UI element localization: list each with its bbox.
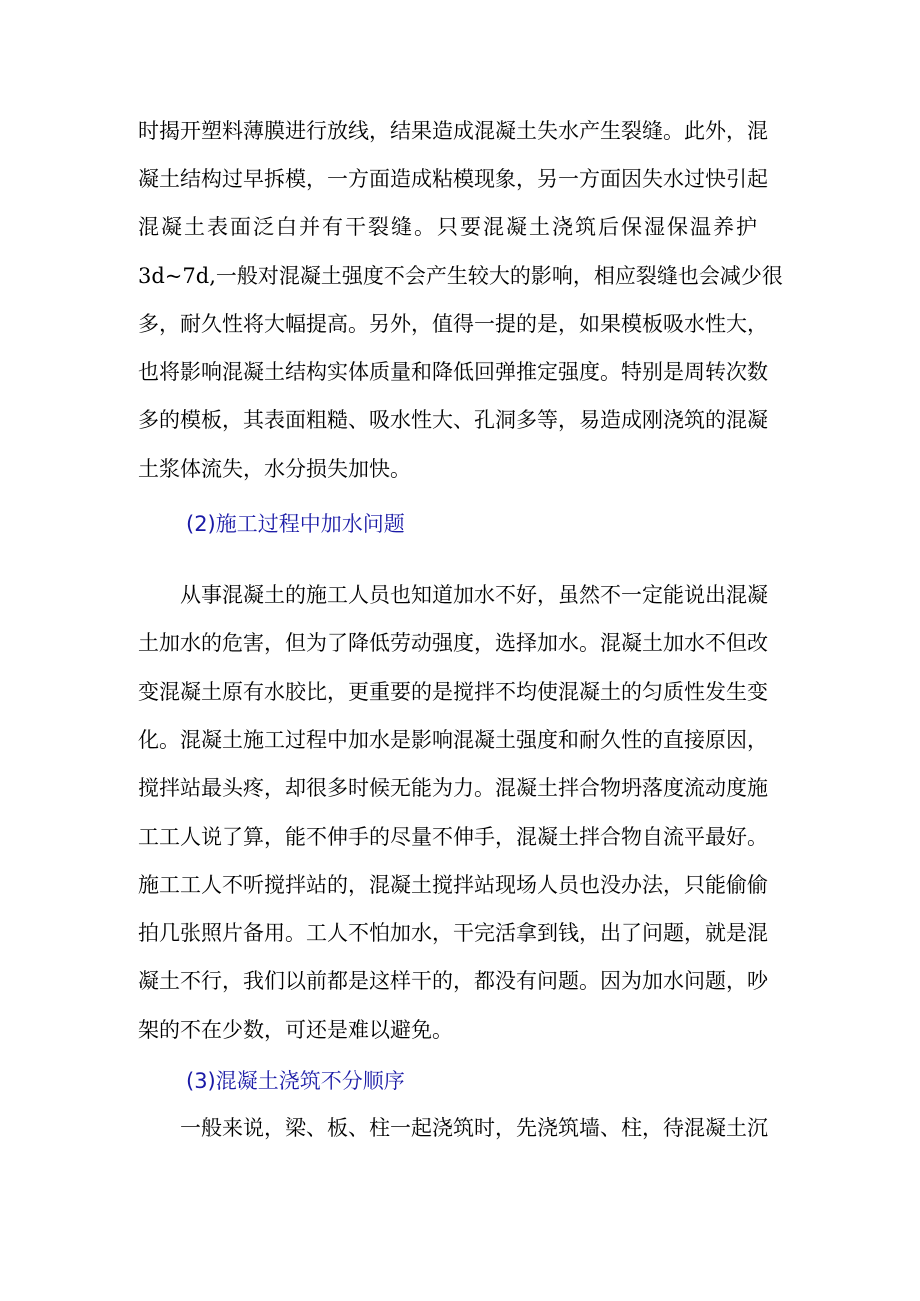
text-line: 变混凝土原有水胶比，更重要的是搅拌不均使混凝土的匀质性发生变	[138, 680, 768, 704]
text-line: 一般来说，梁、板、柱一起浇筑时，先浇筑墙、柱，待混凝土沉	[180, 1116, 768, 1140]
text-line: 工工人说了算，能不伸手的尽量不伸手，混凝土拌合物自流平最好。	[138, 825, 768, 849]
text-line: 时揭开塑料薄膜进行放线，结果造成混凝土失水产生裂缝。此外，混	[138, 119, 768, 143]
text-line: 混凝土表面泛白并有干裂缝。只要混凝土浇筑后保湿保温养护	[138, 215, 759, 239]
text-line: 凝土结构过早拆模，一方面造成粘模现象，另一方面因失水过快引起	[138, 167, 768, 191]
text-line: 凝土不行，我们以前都是这样干的，都没有问题。因为加水问题，吵	[138, 969, 768, 993]
text-line: 土加水的危害，但为了降低劳动强度，选择加水。混凝土加水不但改	[138, 631, 768, 655]
text-line: 多，耐久性将大幅提高。另外，值得一提的是，如果模板吸水性大，	[138, 312, 768, 336]
text-line: 多的模板，其表面粗糙、吸水性大、孔洞多等，易造成刚浇筑的混凝	[138, 408, 768, 432]
text-line: 架的不在少数，可还是难以避免。	[138, 1018, 453, 1042]
text-line: 拍几张照片备用。工人不怕加水，干完活拿到钱，出了问题，就是混	[138, 921, 768, 945]
text-line: 从事混凝土的施工人员也知道加水不好，虽然不一定能说出混凝	[180, 583, 768, 607]
text-line: 土浆体流失，水分损失加快。	[138, 457, 411, 481]
section-heading: (2)施工过程中加水问题	[186, 512, 405, 536]
text-line: 化。混凝土施工过程中加水是影响混凝土强度和耐久性的直接原因，	[138, 728, 768, 752]
text-line: 搅拌站最头疼，却很多时候无能为力。混凝土拌合物坍落度流动度施	[138, 776, 768, 800]
text-line: 也将影响混凝土结构实体质量和降低回弹推定强度。特别是周转次数	[138, 360, 768, 384]
text-line: 施工工人不听搅拌站的，混凝土搅拌站现场人员也没办法，只能偷偷	[138, 873, 768, 897]
section-heading: (3)混凝土浇筑不分顺序	[186, 1069, 405, 1093]
text-line: 3d~7d,一般对混凝土强度不会产生较大的影响，相应裂缝也会减少很	[138, 264, 783, 288]
